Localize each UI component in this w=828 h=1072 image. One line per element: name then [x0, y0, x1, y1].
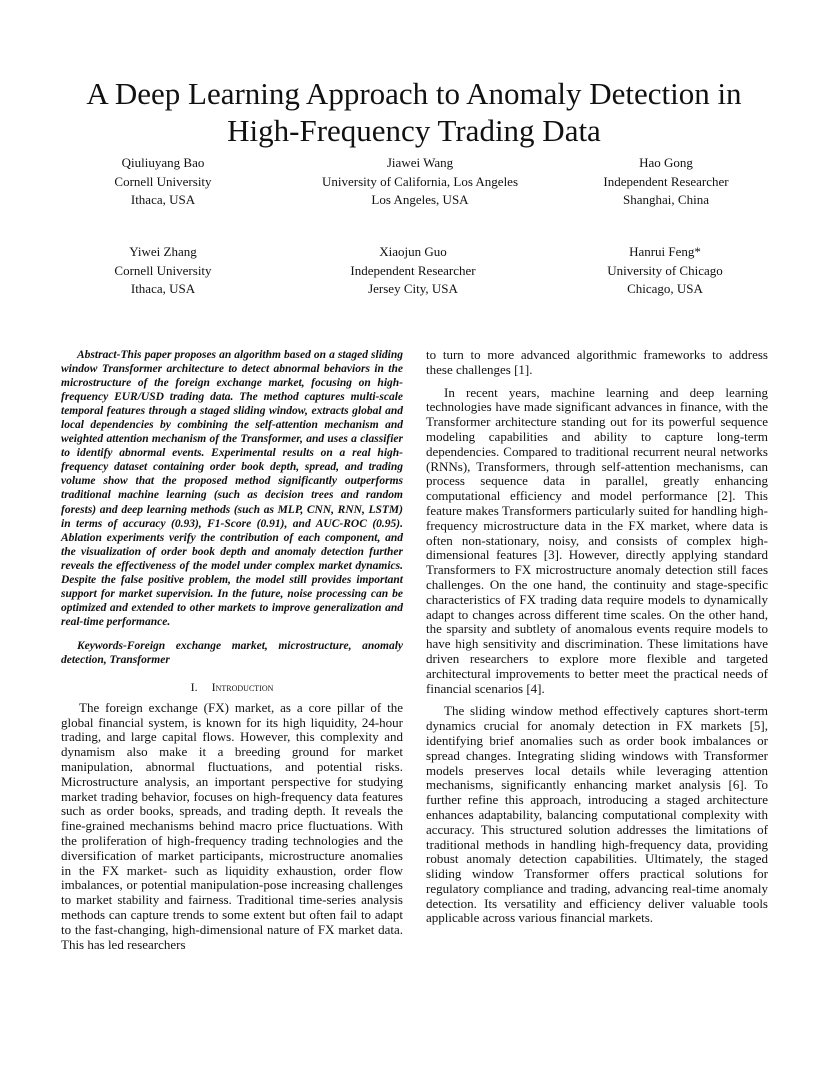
- intro-paragraph-3: The sliding window method effectively captures short-term dynamics crucial for anomaly detection in FX markets [5], identifying brief anomalies such as order book imbalances or spread changes. Integrating sliding windows with Transformer models preserves local details while leveraging attention mechanisms, significantly enhancing market analysis [6]. To further refine this approach, introducing a staged architecture enhances adaptability, balancing computational complexity with accuracy. This structured solution addresses the limitations of traditional methods in handling high-frequency data, providing robust anomaly detection capabilities. Ultimately, the staged sliding window Transformer offers practical solutions for regulatory compliance and trading, advancing real-time anomaly detection. Its versatility and efficiency deliver valuable tools applicable across various financial markets.: [426, 703, 768, 926]
- author-block-3: [556, 154, 776, 210]
- author-name: Qiuliuyang Bao: [121, 155, 205, 170]
- intro-paragraph-1: The foreign exchange (FX) market, as a core pillar of the global financial system, is known for its high liquidity, 24-hour trading, and large capital flows. However, this complexity and dynamism also make it a breeding ground for market manipulation, abnormal fluctuations, and potential risks. Microstructure analysis, an important perspective for studying market trading behavior, focuses on high-frequency data features such as order books, spreads, and trading depth. It reveals the fine-grained mechanisms behind macro price fluctuations. With the proliferation of high-frequency trading technologies and the diversification of market participants, microstructure anomalies in the FX market- such as liquidity exhaustion, order flow imbalances, or potential manipulation-pose increasing challenges to market stability and fairness. Traditional time-series analysis methods can capture trends to some extent but often fail to adapt to the fast-changing, high-dimensional nature of FX market data. This has led researchers: [61, 699, 403, 952]
- author-affiliation: University of Chicago: [607, 262, 723, 278]
- author-location: Ithaca, USA: [130, 192, 196, 208]
- abstract: Abstract-This paper proposes an algorithm based on a staged sliding window Transformer architecture to detect abnormal behaviors in the microstructure of the foreign exchange market, focusing on high-frequency EUR/USD trading data. The method captures multi-scale temporal features through a staged sliding window, extracts global and local dependencies by combining the self-attention mechanism and weighted attention mechanism of the Transformer, and uses a classifier to identify abnormal events. Experimental results on a real high-frequency dataset containing order book depth, spread, and trading volume show that the proposed method significantly outperforms traditional machine learning (such as decision trees and random forests) and deep learning methods (such as MLP, CNN, RNN, LSTM) in terms of accuracy (0.93), F1-Score (0.91), and AUC-ROC (0.95). Ablation experiments verify the contribution of each component, and the visualization of order book depth and anomaly detection further reveals the effectiveness of the model under complex market dynamics. Despite the false positive problem, the model still provides important support for market supervision. In the future, noise processing can be optimized and extended to other markets to improve generalization and real-time performance.: [61, 349, 403, 628]
- author-location: Jersey City, USA: [368, 281, 458, 297]
- intro-paragraph-1-continued: to turn to more advanced algorithmic frameworks to address these challenges [1].: [426, 347, 768, 377]
- author-name: Yiwei Zhang: [129, 244, 197, 259]
- author-name: Hao Gong: [639, 155, 693, 170]
- paper-title: [40, 75, 788, 149]
- author-affiliation: Cornell University: [114, 262, 212, 278]
- author-name: Jiawei Wang: [386, 155, 454, 170]
- author-block-2: [310, 154, 530, 210]
- author-location: Shanghai, China: [623, 192, 709, 208]
- section-number: I.: [190, 680, 198, 695]
- author-block-1: [53, 154, 273, 210]
- right-column: [426, 348, 768, 926]
- author-location: Ithaca, USA: [130, 281, 196, 297]
- author-block-6: [555, 243, 775, 299]
- paper-title-line-2: High-Frequency Trading Data: [227, 113, 601, 148]
- paper-title-line-1: A Deep Learning Approach to Anomaly Detection in: [86, 76, 742, 111]
- author-block-4: [53, 243, 273, 299]
- author-affiliation: Independent Researcher: [350, 262, 476, 278]
- author-name: Xiaojun Guo: [379, 244, 447, 259]
- left-column: [61, 348, 403, 952]
- intro-paragraph-2: In recent years, machine learning and deep learning technologies have made significant advances in finance, with the Transformer architecture standing out for its powerful sequence modeling capabilities and ability to capture long-term dependencies. Compared to traditional recurrent neural networks (RNNs), Transformers, through self-attention mechanisms, can process sequence data in parallel, greatly enhancing computational efficiency and model performance [2]. This feature makes Transformers particularly suited for handling high-frequency microstructure data in the FX market, where data is often non-stationary, noisy, and consists of complex high-dimensional features [3]. However, directly applying standard Transformers to FX microstructure anomaly detection still faces challenges. On the one hand, the continuity and stage-specific characteristics of FX trading data require models to dynamically adapt to changes across different time scales. On the other hand, the sparsity and subtlety of anomalous events require models to have high sensitivity and discrimination. These limitations have driven researchers to explore more flexible and targeted architectural improvements to better meet the practical needs of financial scenarios [4].: [426, 384, 768, 696]
- author-affiliation: Cornell University: [114, 173, 212, 189]
- author-block-5: [303, 243, 523, 299]
- author-location: Los Angeles, USA: [371, 192, 469, 208]
- section-heading-introduction: [61, 680, 403, 695]
- keywords: Keywords-Foreign exchange market, microstructure, anomaly detection, Transformer: [61, 639, 403, 666]
- author-location: Chicago, USA: [627, 281, 703, 297]
- section-title: Introduction: [211, 680, 274, 695]
- author-name: Hanrui Feng*: [629, 244, 701, 259]
- author-affiliation: University of California, Los Angeles: [321, 173, 519, 189]
- author-affiliation: Independent Researcher: [603, 173, 729, 189]
